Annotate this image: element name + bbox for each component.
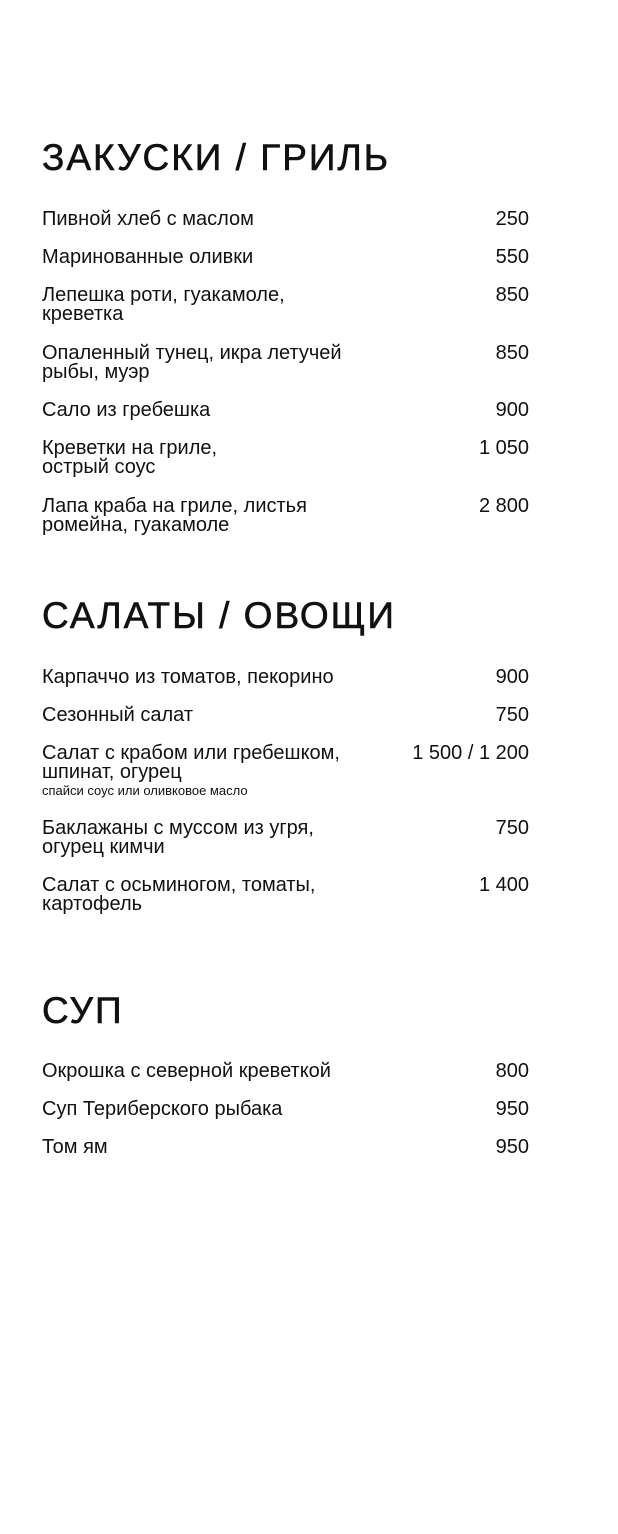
item-price: 850 — [495, 342, 529, 364]
item-price: 750 — [495, 817, 529, 839]
item-name: Салат с осьминогом, томаты, картофель — [42, 874, 316, 915]
item-name: Лепешка роти, гуакамоле, креветка — [42, 284, 285, 325]
item-price: 950 — [495, 1098, 529, 1120]
section-appetizers-grill — [42, 136, 529, 180]
item-price: 1 400 — [478, 874, 529, 896]
item-name: Карпаччо из томатов, пекорино — [42, 666, 334, 688]
item-name — [42, 744, 382, 799]
section-title: ЗАКУСКИ / ГРИЛЬ — [42, 137, 391, 178]
item-name: Том ям — [42, 1136, 108, 1158]
section-salads-vegetables — [42, 594, 529, 638]
item-name: Сало из гребешка — [42, 399, 211, 421]
item-price: 2 800 — [478, 495, 529, 517]
item-price: 1 050 — [478, 437, 529, 459]
item-name: Баклажаны с муссом из угря, огурец кимчи — [42, 817, 314, 858]
item-name-text: Салат с крабом или гребешком, шпинат, огурец — [42, 742, 340, 783]
item-price: 900 — [495, 399, 529, 421]
item-price: 900 — [495, 666, 529, 688]
item-note: спайси соус или оливковое масло — [42, 783, 248, 798]
item-price: 800 — [495, 1060, 529, 1082]
item-name: Окрошка с северной креветкой — [42, 1060, 331, 1082]
item-price: 850 — [495, 284, 529, 306]
item-price: 1 500 / 1 200 — [412, 742, 529, 764]
section-soup — [42, 989, 529, 1033]
item-price: 550 — [495, 246, 529, 268]
item-price: 750 — [495, 704, 529, 726]
item-name: Сезонный салат — [42, 704, 194, 726]
section-title: САЛАТЫ / ОВОЩИ — [42, 595, 396, 636]
item-name: Креветки на гриле, острый соус — [42, 437, 218, 478]
item-name: Пивной хлеб с маслом — [42, 208, 254, 230]
section-title: СУП — [42, 990, 124, 1031]
item-name: Суп Териберского рыбака — [42, 1098, 283, 1120]
item-price: 250 — [495, 208, 529, 230]
item-price: 950 — [495, 1136, 529, 1158]
item-name: Опаленный тунец, икра летучей рыбы, муэр — [42, 342, 342, 383]
item-name: Лапа краба на гриле, листья ромейна, гуакамоле — [42, 495, 307, 536]
item-name: Маринованные оливки — [42, 246, 254, 268]
